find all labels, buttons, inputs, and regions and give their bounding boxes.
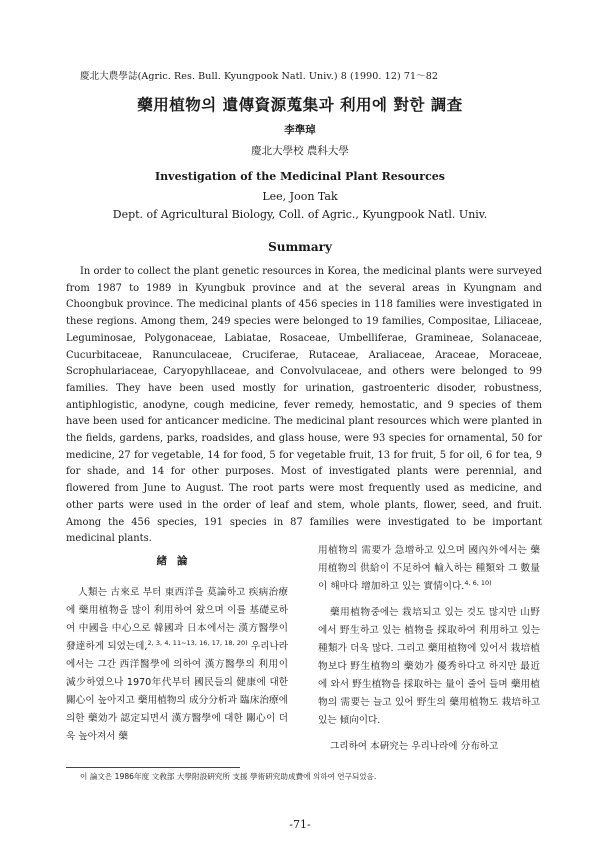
right-column	[318, 542, 540, 756]
intro-paragraph-3: 그리하여 本硏究는 우리나라에 分布하고	[330, 741, 499, 752]
introduction-heading: 緖論	[156, 555, 198, 567]
english-affiliation: Dept. of Agricultural Biology, Coll. of Agric., Kyungpook Natl. Univ.	[112, 208, 488, 221]
footnote: 이 論文은 1986年度 文敎部 大學附設硏究所 支援 學術硏究助成費에 의하여 연구되었음.	[80, 772, 377, 781]
citation-refs: 2, 3, 4, 11~13, 16, 17, 18, 20)	[147, 638, 248, 647]
intro-paragraph-1-tail-text: 用植物의 需要가 急增하고 있으며 國內外에서는 藥用植物의 供給이 不足하여 輸入하는 種類와 그 數量이 해마다 增加하고 있는 實情이다.	[318, 545, 540, 592]
korean-title: 藥用植物의 遺傳資源蒐集과 利用에 對한 調査	[137, 96, 463, 114]
citation-refs: 4, 6, 10)	[464, 578, 492, 587]
journal-citation: 慶北大農學誌(Agric. Res. Bull. Kyungpook Natl. Univ.) 8 (1990. 12) 71～82	[80, 71, 439, 82]
intro-paragraph-1	[66, 584, 288, 746]
left-column	[66, 552, 288, 746]
summary-heading: Summary	[268, 240, 332, 254]
page-number: -71-	[289, 818, 311, 831]
intro-paragraph-1-text: 人類는 古來로 부터 東西洋을 莫論하고 疾病治療에 藥用植物을 많이 利用하여 왔으며 이를 基礎로하여 中國을 中心으로 韓國과 日本에서는 漢方醫學이 發達하게 되었는데,	[66, 587, 288, 652]
english-title: Investigation of the Medicinal Plant Resources	[155, 170, 445, 183]
summary-text: In order to collect the plant genetic resources in Korea, the medicinal plants were surveyed from 1987 to 1989 in Kyungbuk province and at the several areas in Kyungnam and Choongbuk province. The medicinal plants of 456 species in 118 families were investigated in these regions. Among them, 249 species were belonged to 19 families, Compositae, Liliaceae, Leguminosae, Polygonaceae, Labiatae, Rosaceae, Umbelliferae, Gramineae, Solanaceae, Cucurbitaceae, Ranunculaceae, Cruciferae, Rutaceae, Araliaceae, Araceae, Moraceae, Scrophulariaceae, Caryopyhllaceae, and Convolvulaceae, and others were belonged to 99 families. They have been used mostly for urination, gastroenteric disoder, robustness, antiphlogistic, anodyne, cough medicine, fever remedy, hemostatic, and 9 species of them have been used for anticancer medicine. The medicinal plant resources which were planted in the fields, gardens, parks, roadsides, and glass house, were 93 species for ornamental, 50 for medicine, 27 for vegetable, 14 for food, 5 for vegetable fruit, 13 for fruit, 5 for oil, 6 for tea, 9 for shade, and 14 for other purposes. Most of investigated plants were perennial, and flowered from June to August. The root parts were most frequently used as medicine, and other parts were used in the order of leaf and stem, whole plants, flower, seed, and fruit. Among the 456 species, 191 species in 87 families were investigated to be important medicinal plants.	[66, 266, 542, 545]
intro-paragraph-1-tail	[318, 542, 540, 596]
intro-paragraph-2: 藥用植物중에는 栽培되고 있는 것도 많지만 山野에서 野生하고 있는 植物을 採取하여 利用하고 있는 種類가 더욱 많다. 그리고 藥用植物에 있어서 栽培植物보다 野生植物의 藥効가 優秀하다고 하지만 最近에 와서 野生植物을 採取하는 量이 줄어 들며 藥用植物의 需要는 늘고 있어 野生의 藥用植物도 栽培하고 있는 傾向이다.	[318, 607, 540, 726]
korean-author: 李準琸	[284, 124, 316, 136]
intro-paragraph-1-continued: 우리나라에서는 그간 西洋醫學에 의하여 漢方醫學의 利用이 減少하였으나 1970年代부터 國民들의 健康에 대한 關心이 높아지고 藥用植物의 成分分析과 臨床治療에 의한 藥効가 認定되면서 漢方醫學에 대한 關心이 더욱 높아져서 藥	[66, 641, 288, 742]
english-author: Lee, Joon Tak	[262, 190, 338, 203]
footnote-divider	[66, 767, 240, 768]
korean-affiliation: 慶北大學校 農科大學	[251, 145, 349, 157]
